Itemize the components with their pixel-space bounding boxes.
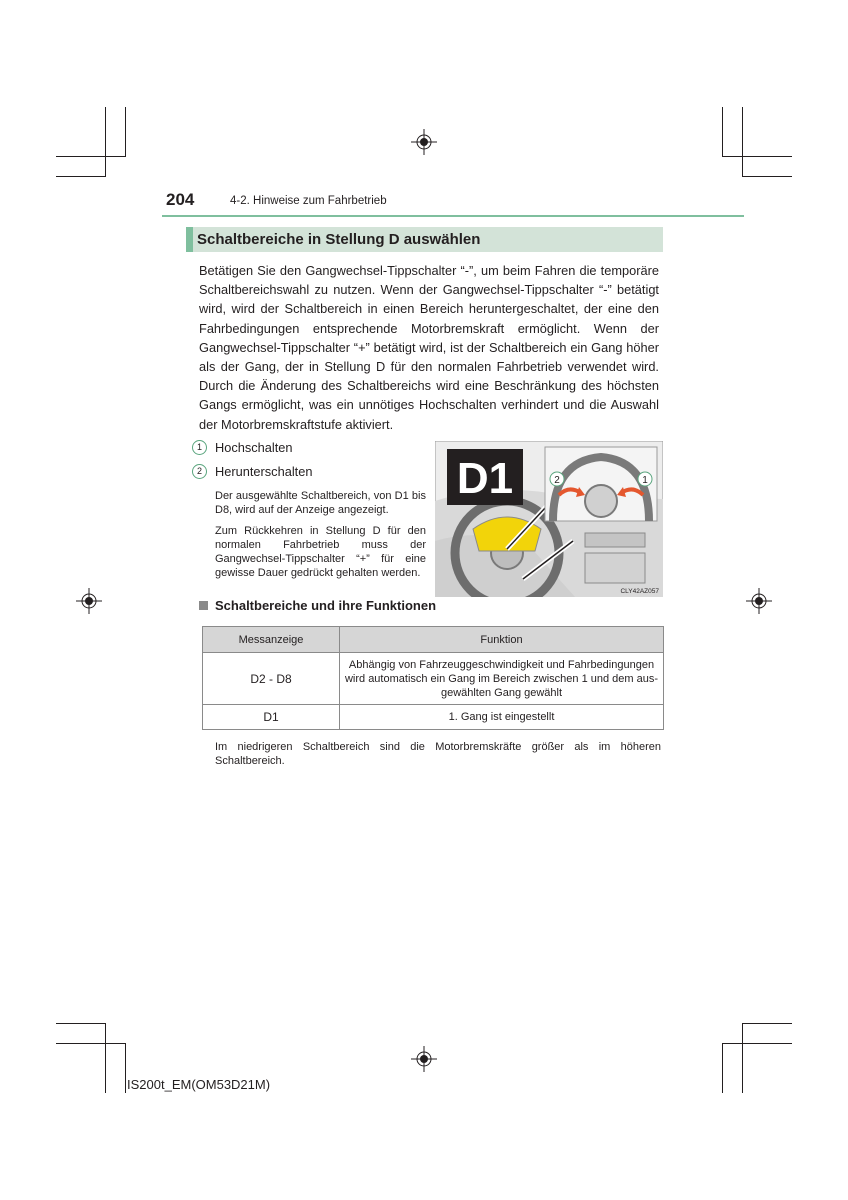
dashboard-illustration xyxy=(435,441,663,597)
indicator-cell: D1 xyxy=(203,705,340,730)
figure-code: CLY42AZ057 xyxy=(620,588,659,595)
note-display: Der ausgewählte Schaltbereich, von D1 bis D8, wird auf der Anzeige angezeigt. xyxy=(215,490,426,516)
table-header-row xyxy=(203,627,664,653)
note-return-d: Zum Rückkehren in Stellung D für den normalen Fahrbetrieb muss der Gangwechsel-Tippschalter “+” für eine gewisse Dauer gedrückt gehalten werden. xyxy=(215,525,426,579)
legend-label: Herunterschalten xyxy=(215,464,313,479)
registration-mark-icon xyxy=(746,588,772,614)
function-line: 1. Gang ist eingestellt xyxy=(448,711,555,723)
callout-1: 1 xyxy=(642,475,648,486)
registration-mark-icon xyxy=(411,1046,437,1072)
registration-mark-icon xyxy=(411,129,437,155)
column-header: Messanzeige xyxy=(203,627,340,653)
square-bullet-icon xyxy=(199,601,208,610)
subheading-text: Schaltbereiche und ihre Funktionen xyxy=(215,598,437,613)
function-line: wird automatisch ein Gang im Bereich zwischen 1 und dem aus- xyxy=(344,672,659,685)
subheading xyxy=(199,598,436,613)
callout-2: 2 xyxy=(554,475,560,486)
display-text: D1 xyxy=(456,454,514,503)
page-number: 204 xyxy=(166,190,195,209)
legend-item-upshift xyxy=(192,440,293,455)
table-row xyxy=(203,705,664,730)
legend-label: Hochschalten xyxy=(215,440,293,455)
section-title: 4-2. Hinweise zum Fahrbetrieb xyxy=(230,195,387,207)
function-line: gewählten Gang gewählt xyxy=(440,686,563,699)
footnote: Im niedrigeren Schaltbereich sind die Motorbremskräfte größer als im höheren Schaltbereich. xyxy=(215,741,661,767)
page-heading: Schaltbereiche in Stellung D auswählen xyxy=(197,231,481,248)
function-cell xyxy=(340,653,664,705)
circle-number-icon: 1 xyxy=(192,440,207,455)
footer-code: IS200t_EM(OM53D21M) xyxy=(127,1077,271,1092)
legend-item-downshift xyxy=(192,464,312,479)
function-line: Abhängig von Fahrzeuggeschwindigkeit und Fahrbedingungen xyxy=(348,658,655,671)
circle-number-icon: 2 xyxy=(192,464,207,479)
registration-mark-icon xyxy=(76,588,102,614)
function-cell xyxy=(340,705,664,730)
indicator-cell: D2 - D8 xyxy=(203,653,340,705)
function-table xyxy=(202,626,664,730)
column-header: Funktion xyxy=(340,627,664,653)
header-divider xyxy=(162,215,744,217)
table-row xyxy=(203,653,664,705)
body-paragraph: Betätigen Sie den Gangwechsel-Tippschalter “-”, um beim Fahren die temporäre Schaltbereichswahl zu nutzen. Wenn der Gangwechsel-Tippschalter “-” betätigt wird, wird der Schaltbereich in einen Bereich heruntergeschaltet, der eine den Fahrbedingungen entsprechende Motorbremskraft ermöglicht. Wenn der Gangwechsel-Tippschalter “+” betätigt wird, ist der Schaltbereich ein Gang höher als der Gang, der in Stellung D für den normalen Fahrbetrieb verwendet wird. Durch die Änderung des Schaltbereichs wird eine Beschränkung des höchsten Gangs ermöglicht, was ein unnötiges Hochschalten verhindert und die Auswahl der Motorbremskraftstufe aktiviert. xyxy=(199,263,659,432)
